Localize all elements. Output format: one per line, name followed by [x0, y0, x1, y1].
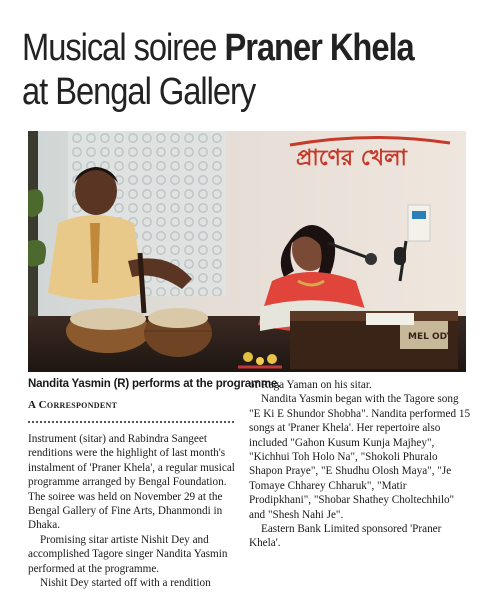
- performance-photo: [28, 131, 466, 372]
- paragraph: Nandita Yasmin began with the Tagore song "E Ki E Shundor Shobha". Nandita performed 15 songs at 'Praner Khela'. Her repertoire also included "Gahon Kusum Kunja Majhey", "Kichhui Toh Holo Na", "Shokoli Phuralo Shapon Praye", "E Shudhu Olosh Maya", "Je Tomaye Chharey Chharuk", "Matir Prodipkhani", "Shobar Shathey Choltechhilo" and "Shesh Nahi Je".: [249, 393, 471, 521]
- byline: A Correspondent: [28, 399, 118, 411]
- headline: [22, 26, 418, 114]
- paragraph: of Raga Yaman on his sitar.: [249, 379, 372, 391]
- headline-line-2: at Bengal Gallery: [22, 71, 256, 113]
- article-column-1: [28, 432, 240, 590]
- photo-caption: Nandita Yasmin (R) performs at the programme.: [28, 378, 281, 390]
- article-photo: [28, 131, 466, 372]
- paragraph: Promising sitar artiste Nishit Dey and accomplished Tagore singer Nandita Yasmin performed at the programme.: [28, 533, 228, 575]
- paragraph: Eastern Bank Limited sponsored 'Praner Khela'.: [249, 523, 442, 550]
- paragraph: Nishit Dey started off with a rendition: [40, 577, 211, 590]
- harmonium-brand: MEL ODY: [408, 332, 453, 342]
- headline-line-1: [22, 26, 418, 70]
- article-column-2: [249, 378, 471, 551]
- headline-bold: Praner Khela: [224, 27, 414, 69]
- banner-text: প্রাণের খেলা: [296, 146, 407, 171]
- headline-light: Musical soiree: [22, 27, 225, 69]
- paragraph: Instrument (sitar) and Rabindra Sangeet renditions were the highlight of last month's instalment of 'Praner Khela', a regular musical programme arranged by Bengal Foundation. The soiree was held on November 29 at the Bengal Gallery of Fine Arts, Dhanmondi in Dhaka.: [28, 433, 235, 532]
- dotted-divider: [28, 421, 234, 423]
